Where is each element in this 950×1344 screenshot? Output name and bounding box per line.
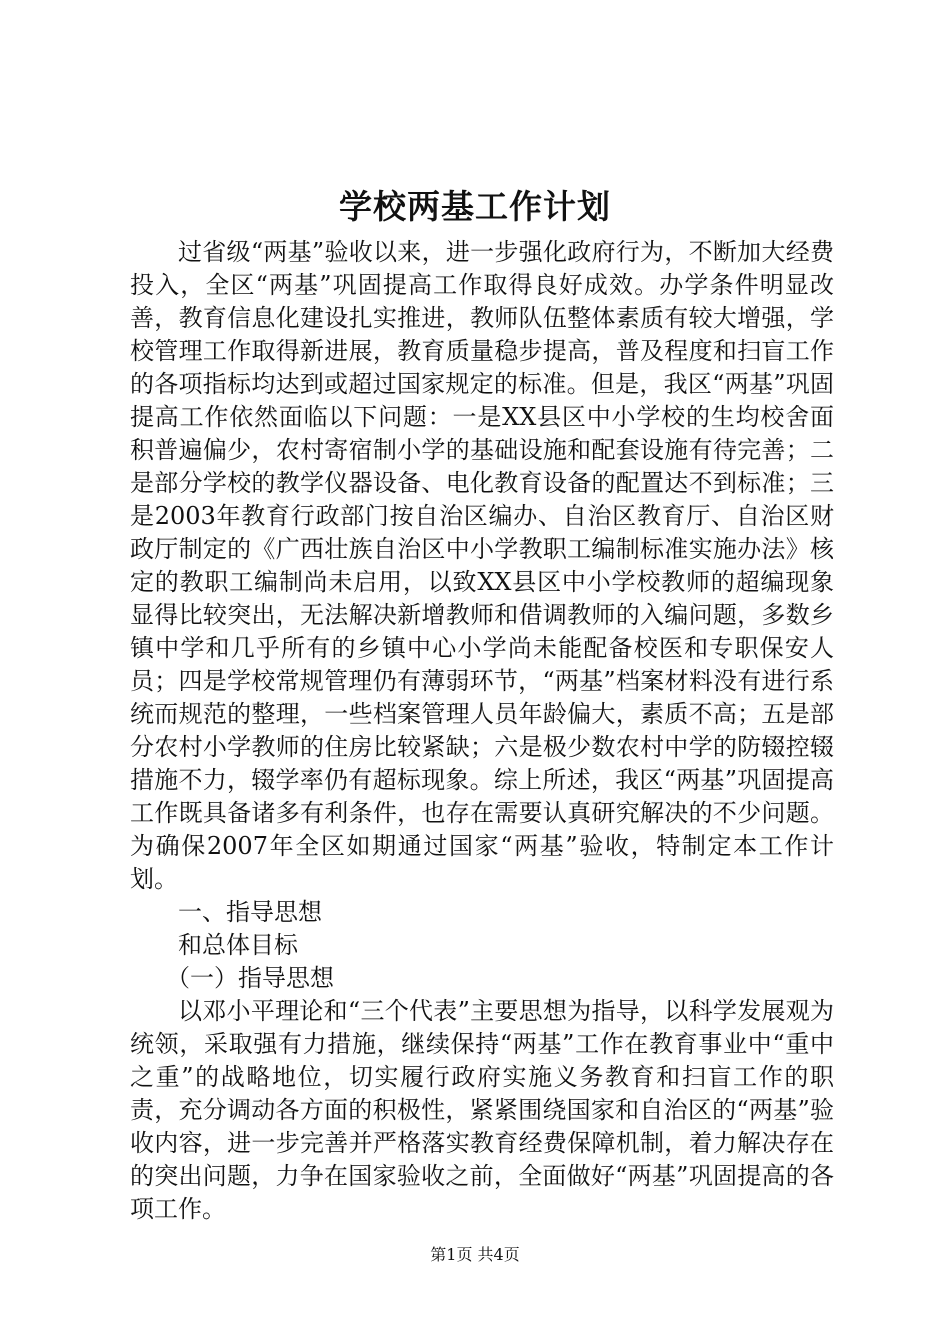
document-body [130,236,834,1226]
section-heading-1: 一、指导思想 [178,898,322,926]
section-heading-1-continued: 和总体目标 [178,931,298,959]
document-title: 学校两基工作计划 [339,187,611,226]
subsection-heading-1: （一）指导思想 [166,964,334,992]
guiding-ideology-paragraph: 以邓小平理论和“三个代表”主要思想为指导，以科学发展观为统领，采取强有力措施，继续保持“两基”工作在教育事业中“重中之重”的战略地位，切实履行政府实施义务教育和扫盲工作的职责，充分调动各方面的积极性，紧紧围绕国家和自治区的“两基”验收内容，进一步完善并严格落实教育经费保障机制，着力解决存在的突出问题，力争在国家验收之前，全面做好“两基”巩固提高的各项工作。 [130,997,834,1223]
intro-paragraph: 过省级“两基”验收以来，进一步强化政府行为，不断加大经费投入，全区“两基”巩固提高工作取得良好成效。办学条件明显改善，教育信息化建设扎实推进，教师队伍整体素质有较大增强，学校管理工作取得新进展，教育质量稳步提高，普及程度和扫盲工作的各项指标均达到或超过国家规定的标准。但是，我区“两基”巩固提高工作依然面临以下问题：一是XX县区中小学校的生均校舍面积普遍偏少，农村寄宿制小学的基础设施和配套设施有待完善；二是部分学校的教学仪器设备、电化教育设备的配置达不到标准；三是2003年教育行政部门按自治区编办、自治区教育厅、自治区财政厅制定的《广西壮族自治区中小学教职工编制标准实施办法》核定的教职工编制尚未启用，以致XX县区中小学校教师的超编现象显得比较突出，无法解决新增教师和借调教师的入编问题，多数乡镇中学和几乎所有的乡镇中心小学尚未能配备校医和专职保安人员；四是学校常规管理仍有薄弱环节，“两基”档案材料没有进行系统而规范的整理，一些档案管理人员年龄偏大，素质不高；五是部分农村小学教师的住房比较紧缺；六是极少数农村中学的防辍控辍措施不力，辍学率仍有超标现象。综上所述，我区“两基”巩固提高工作既具备诸多有利条件，也存在需要认真研究解决的不少问题。为确保2007年全区如期通过国家“两基”验收，特制定本工作计划。 [130,238,834,893]
page-footer: 第1页 共4页 [430,1245,520,1264]
